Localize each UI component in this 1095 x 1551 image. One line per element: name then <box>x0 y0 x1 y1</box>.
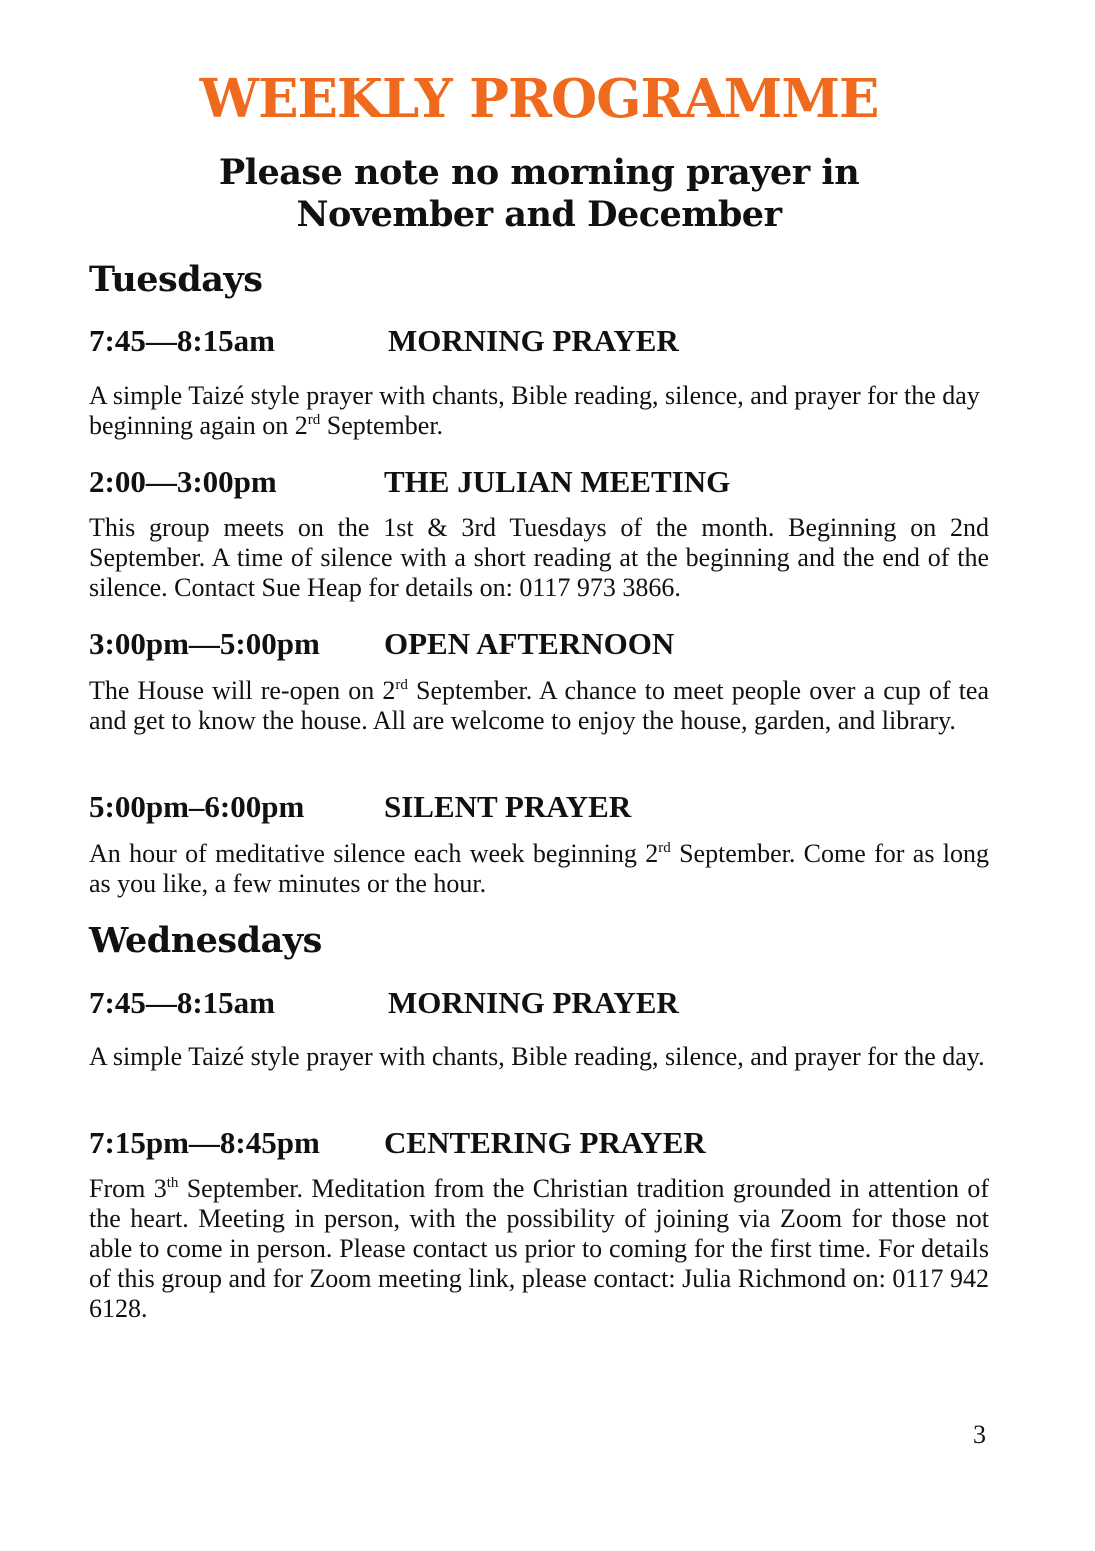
event-title: MORNING PRAYER <box>388 323 679 358</box>
event-time: 3:00pm—5:00pm <box>89 626 320 661</box>
day-heading-wednesdays: Wednesdays <box>89 920 322 961</box>
event-title: SILENT PRAYER <box>384 789 632 824</box>
notice <box>89 152 989 236</box>
event-description-text: September. Come for as long as you like, a few minutes or the hour. <box>89 839 990 898</box>
event-tuesday-open-afternoon <box>89 624 989 664</box>
event-description-text: September. <box>320 411 444 440</box>
event-time: 2:00—3:00pm <box>89 464 277 499</box>
page-title: WEEKLY PROGRAMME <box>199 68 879 130</box>
event-description <box>89 381 989 441</box>
event-description: A simple Taizé style prayer with chants, Bible reading, silence, and prayer for the day. <box>89 1042 985 1071</box>
ordinal-suffix: rd <box>395 677 408 693</box>
event-time: 7:45—8:15am <box>89 985 275 1020</box>
event-tuesday-morning-prayer <box>89 321 989 361</box>
page-number: 3 <box>973 1420 986 1449</box>
event-description <box>89 839 989 899</box>
event-description <box>89 1174 989 1324</box>
event-description-text: From 3 <box>89 1174 167 1203</box>
event-wednesday-centering-prayer <box>89 1123 989 1163</box>
event-description <box>89 676 989 736</box>
event-title: THE JULIAN MEETING <box>384 464 731 499</box>
notice-line-2: November and December <box>296 194 782 235</box>
event-description: This group meets on the 1st & 3rd Tuesdays of the month. Beginning on 2nd September. A time of silence with a short reading at the beginning and the end of the silence. Contact Sue Heap for details on: 0117 973 3866. <box>89 513 989 602</box>
event-description-text: A simple Taizé style prayer with chants, Bible reading, silence, and prayer for the day beginning again on 2 <box>89 381 980 440</box>
ordinal-suffix: th <box>166 1175 179 1191</box>
event-description-text: September. Meditation from the Christian tradition grounded in attention of the heart. Meeting in person, with the possibility of joining via Zoom for those not able to come in person. Please contact us prior to coming for the first time. For details of this group and for Zoom meeting link, please contact: Julia Richmond on: 0117 942 6128. <box>89 1174 990 1323</box>
day-heading-tuesdays: Tuesdays <box>89 259 263 300</box>
event-tuesday-julian-meeting <box>89 462 989 502</box>
ordinal-suffix: rd <box>307 412 321 428</box>
event-description-text: September. A chance to meet people over a cup of tea and get to know the house. All are welcome to enjoy the house, garden, and library. <box>89 676 989 735</box>
event-description-text: An hour of meditative silence each week beginning 2 <box>89 839 659 868</box>
notice-line-1: Please note no morning prayer in <box>218 152 860 193</box>
event-time: 7:15pm—8:45pm <box>89 1125 320 1160</box>
event-tuesday-silent-prayer <box>89 787 989 827</box>
event-title: OPEN AFTERNOON <box>384 626 675 661</box>
event-wednesday-morning-prayer <box>89 983 989 1023</box>
event-title: CENTERING PRAYER <box>384 1125 706 1160</box>
event-title: MORNING PRAYER <box>388 985 679 1020</box>
event-time: 7:45—8:15am <box>89 323 275 358</box>
event-time: 5:00pm–6:00pm <box>89 789 305 824</box>
event-description-text: The House will re-open on 2 <box>89 676 396 705</box>
ordinal-suffix: rd <box>658 840 671 856</box>
